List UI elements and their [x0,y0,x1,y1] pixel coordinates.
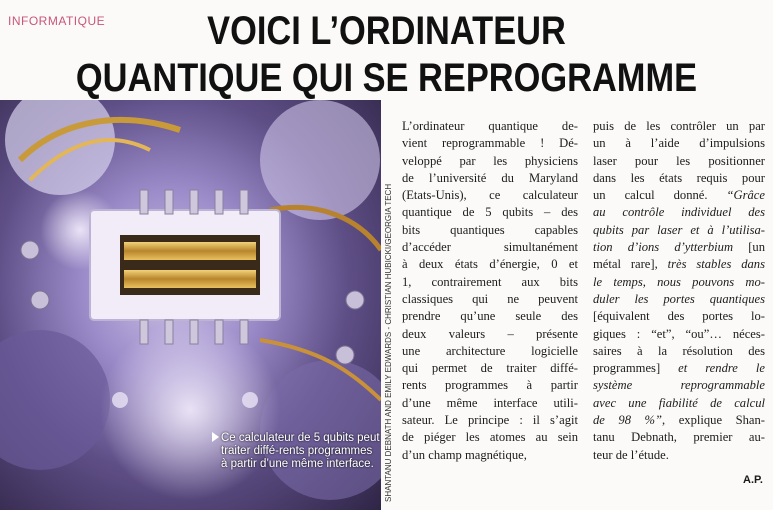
article-line: d’une même interface utili- [402,395,578,410]
caption-arrow-icon [212,432,219,442]
article-line: de 98 %”, explique Shan- [593,413,765,428]
headline-line-1: VOICI L’ORDINATEUR [207,9,566,53]
article-line: tion d’ions d’ytterbium [un [593,240,765,255]
article-column-2 [593,118,765,464]
article-line: 1, contrairement aux bits [402,274,578,289]
author-initials: A.P. [743,474,763,486]
article-line: [équivalent des portes lo- [593,309,765,324]
article-line: d’accéder simultanément [402,240,578,255]
article-line: programmes] et rendre le [593,361,765,376]
article-line: de l’université du Maryland [402,170,578,185]
article-line: (Etats-Unis), ce calculateur [402,188,578,203]
article-line: un à l’aide d’impulsions [593,136,765,151]
photo-caption: Ce calculateur de 5 qubits peut traiter diffé-rents programmes à partir d’une même interface. [221,432,380,470]
article-line: prendre qu’une seule des [402,309,578,324]
article-line: avec une fiabilité de calcul [593,395,765,410]
article-line: veloppé par les physiciens [402,153,578,168]
headline-line-2: QUANTIQUE QUI SE REPROGRAMME [75,56,698,100]
article-line: à deux états d’énergie, 0 et [402,257,578,272]
article-line: puis de les contrôler un par [593,119,765,133]
article-line: L’ordinateur quantique de- [402,119,578,133]
article-line: système reprogrammable [593,378,765,393]
article-line: laser pour les positionner [593,153,765,168]
article-column-1 [402,118,578,464]
photo-credit-text: SHANTANU DEBNATH AND EMILY EDWARDS - CHRISTIAN HUBICKI/GEORGIA TECH [384,183,393,502]
article-line: métal rare], très stables dans [593,257,765,272]
article-line: giques : “et”, “ou”… néces- [593,326,765,341]
photo-credit [384,110,398,510]
article-line: bits quantiques capables [402,222,578,237]
article-line: d’un champ magnétique, [402,447,527,462]
article-line: rents programmes à partir [402,378,578,393]
article-line: dans les états requis pour [593,170,765,185]
article-line: qui permet de traiter diffé- [402,361,578,376]
article-line: qubits par laser et à l’utilisa- [593,222,765,237]
article-line: au contrôle individuel des [593,205,765,220]
article-line: saires à la résolution des [593,343,765,358]
article-line: une architecture logicielle [402,343,578,358]
article-line: quantique de 5 qubits – des [402,205,578,220]
article-line: duler les portes quantiques [593,291,765,306]
article-line: le temps, nous pouvons mo- [593,274,765,289]
article-line: tanu Debnath, premier au- [593,430,765,445]
article-line: classiques qui ne peuvent [402,291,578,306]
section-rubric: INFORMATIQUE [8,14,106,28]
article-line: de piéger les atomes au sein [402,430,578,445]
article-line: sateur. Le principe : il s’agit [402,413,578,428]
article-line: deux valeurs – présente [402,326,578,341]
article-line: un calcul donné. “Grâce [593,188,765,203]
article-line: teur de l’étude. [593,447,669,462]
article-line: vient reprogrammable ! Dé- [402,136,578,151]
